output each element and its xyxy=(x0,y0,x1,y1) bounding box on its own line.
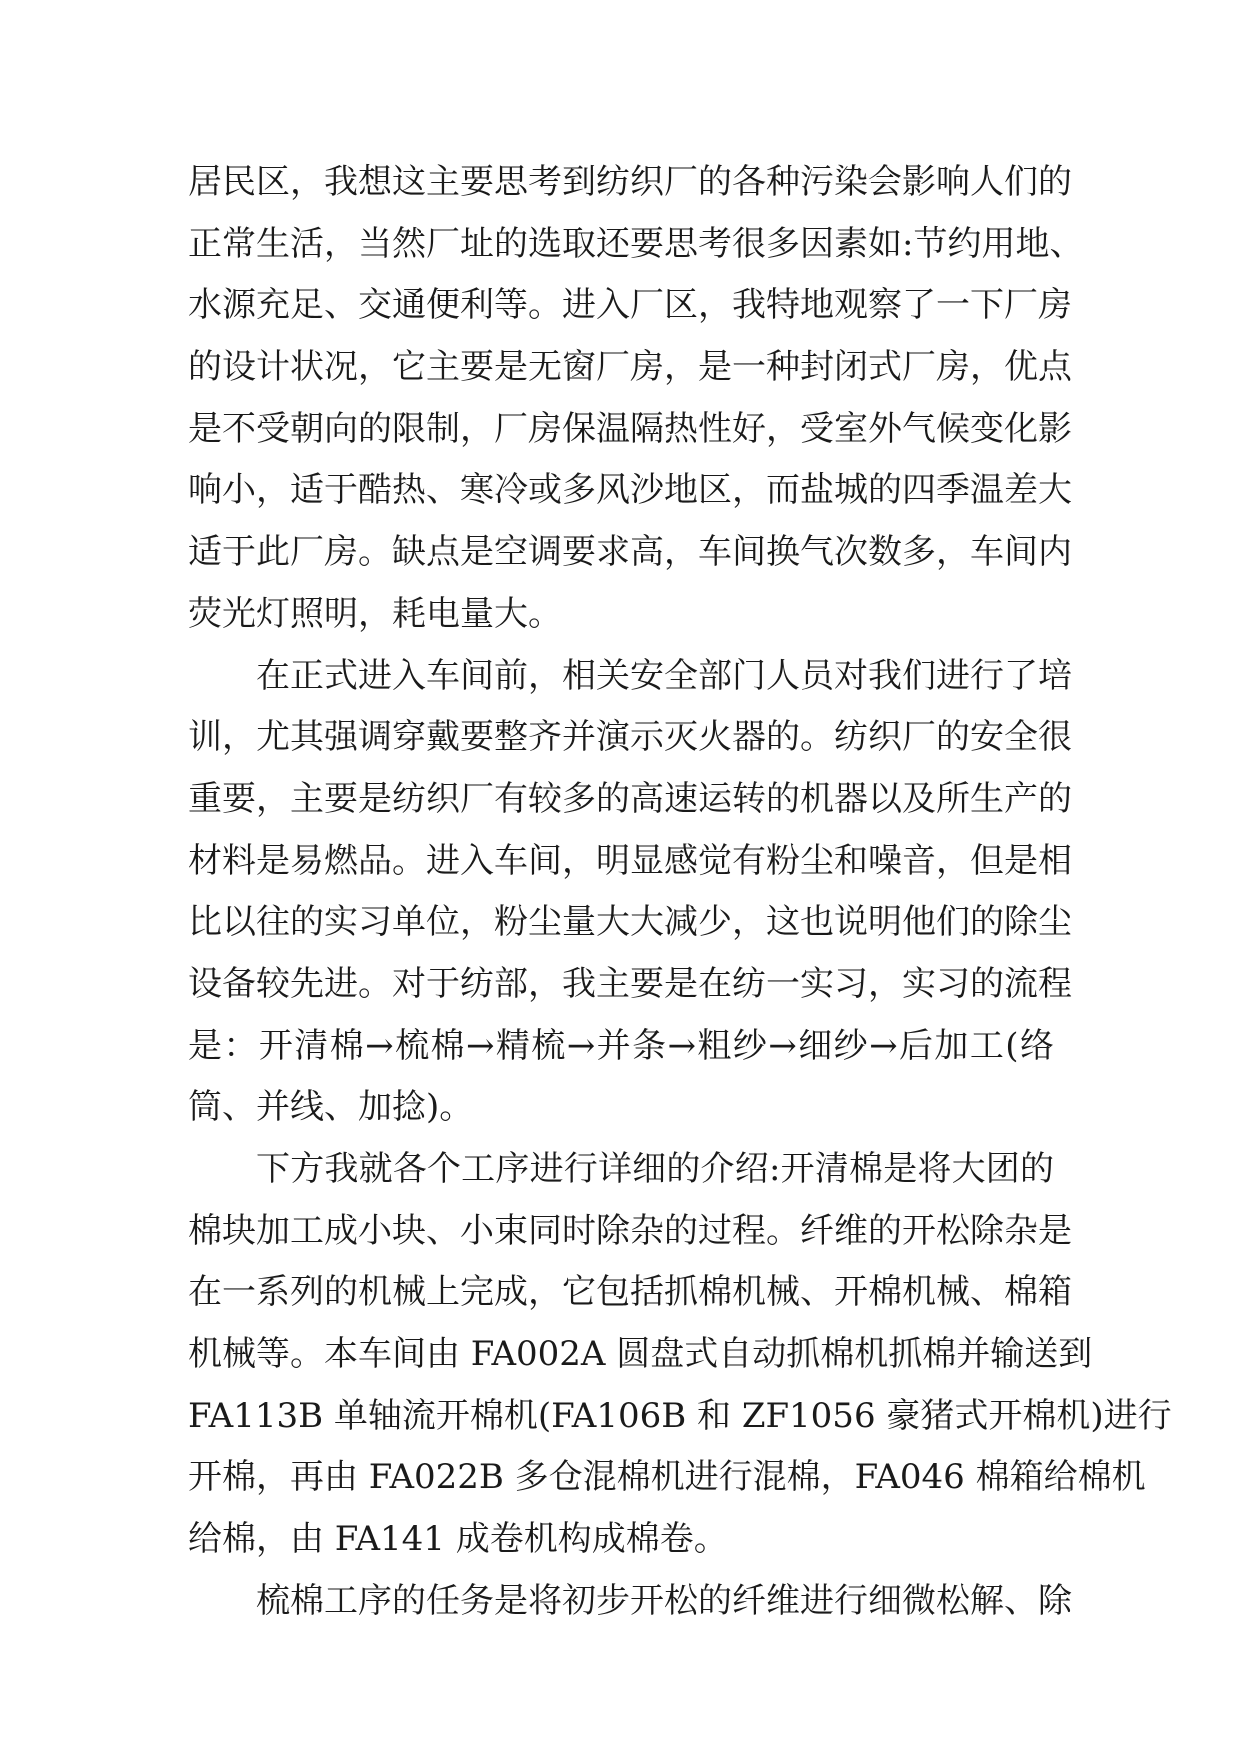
text-line: 响小，适于酷热、寒冷或多风沙地区，而盐城的四季温差大 xyxy=(188,470,1072,511)
text-line: 设备较先进。对于纺部，我主要是在纺一实习，实习的流程 xyxy=(188,963,1072,1004)
text-line: 的设计状况，它主要是无窗厂房，是一种封闭式厂房，优点 xyxy=(188,347,1072,388)
text-line: 是不受朝向的限制，厂房保温隔热性好，受室外气候变化影 xyxy=(188,408,1072,449)
text-line: 训，尤其强调穿戴要整齐并演示灭火器的。纺织厂的安全很 xyxy=(188,717,1072,758)
text-line: 居民区，我想这主要思考到纺织厂的各种污染会影响人们的 xyxy=(188,162,1072,202)
text-line: 筒、并线、加捻)。 xyxy=(188,1087,474,1128)
text-line: 给棉，由 FA141 成卷机构成棉卷。 xyxy=(188,1519,728,1560)
text-line: 水源充足、交通便利等。进入厂区，我特地观察了一下厂房 xyxy=(188,285,1072,326)
text-line: 比以往的实习单位，粉尘量大大减少，这也说明他们的除尘 xyxy=(188,902,1072,943)
body-text xyxy=(188,152,1172,1633)
text-line: FA113B 单轴流开棉机(FA106B 和 ZF1056 豪猪式开棉机)进行 xyxy=(188,1395,1172,1436)
text-line: 棉块加工成小块、小束同时除杂的过程。纤维的开松除杂是 xyxy=(188,1210,1072,1251)
text-line: 梳棉工序的任务是将初步开松的纤维进行细微松解、除 xyxy=(256,1580,1072,1621)
text-line: 荧光灯照明，耗电量大。 xyxy=(188,593,562,634)
text-line: 材料是易燃品。进入车间，明显感觉有粉尘和噪音，但是相 xyxy=(188,840,1072,881)
text-line: 开棉，再由 FA022B 多仓混棉机进行混棉，FA046 棉箱给棉机 xyxy=(188,1457,1146,1498)
text-line: 适于此厂房。缺点是空调要求高，车间换气次数多，车间内 xyxy=(188,532,1072,573)
text-line: 正常生活，当然厂址的选取还要思考很多因素如:节约用地、 xyxy=(188,223,1084,264)
text-line: 在一系列的机械上完成，它包括抓棉机械、开棉机械、棉箱 xyxy=(188,1272,1072,1313)
text-line: 机械等。本车间由 FA002A 圆盘式自动抓棉机抓棉并输送到 xyxy=(188,1334,1093,1375)
text-line: 是：开清棉→梳棉→精梳→并条→粗纱→细纱→后加工(络 xyxy=(188,1025,1054,1066)
text-line: 重要，主要是纺织厂有较多的高速运转的机器以及所生产的 xyxy=(188,778,1072,819)
text-line: 下方我就各个工序进行详细的介绍:开清棉是将大团的 xyxy=(256,1149,1054,1189)
text-line: 在正式进入车间前，相关安全部门人员对我们进行了培 xyxy=(256,655,1072,696)
